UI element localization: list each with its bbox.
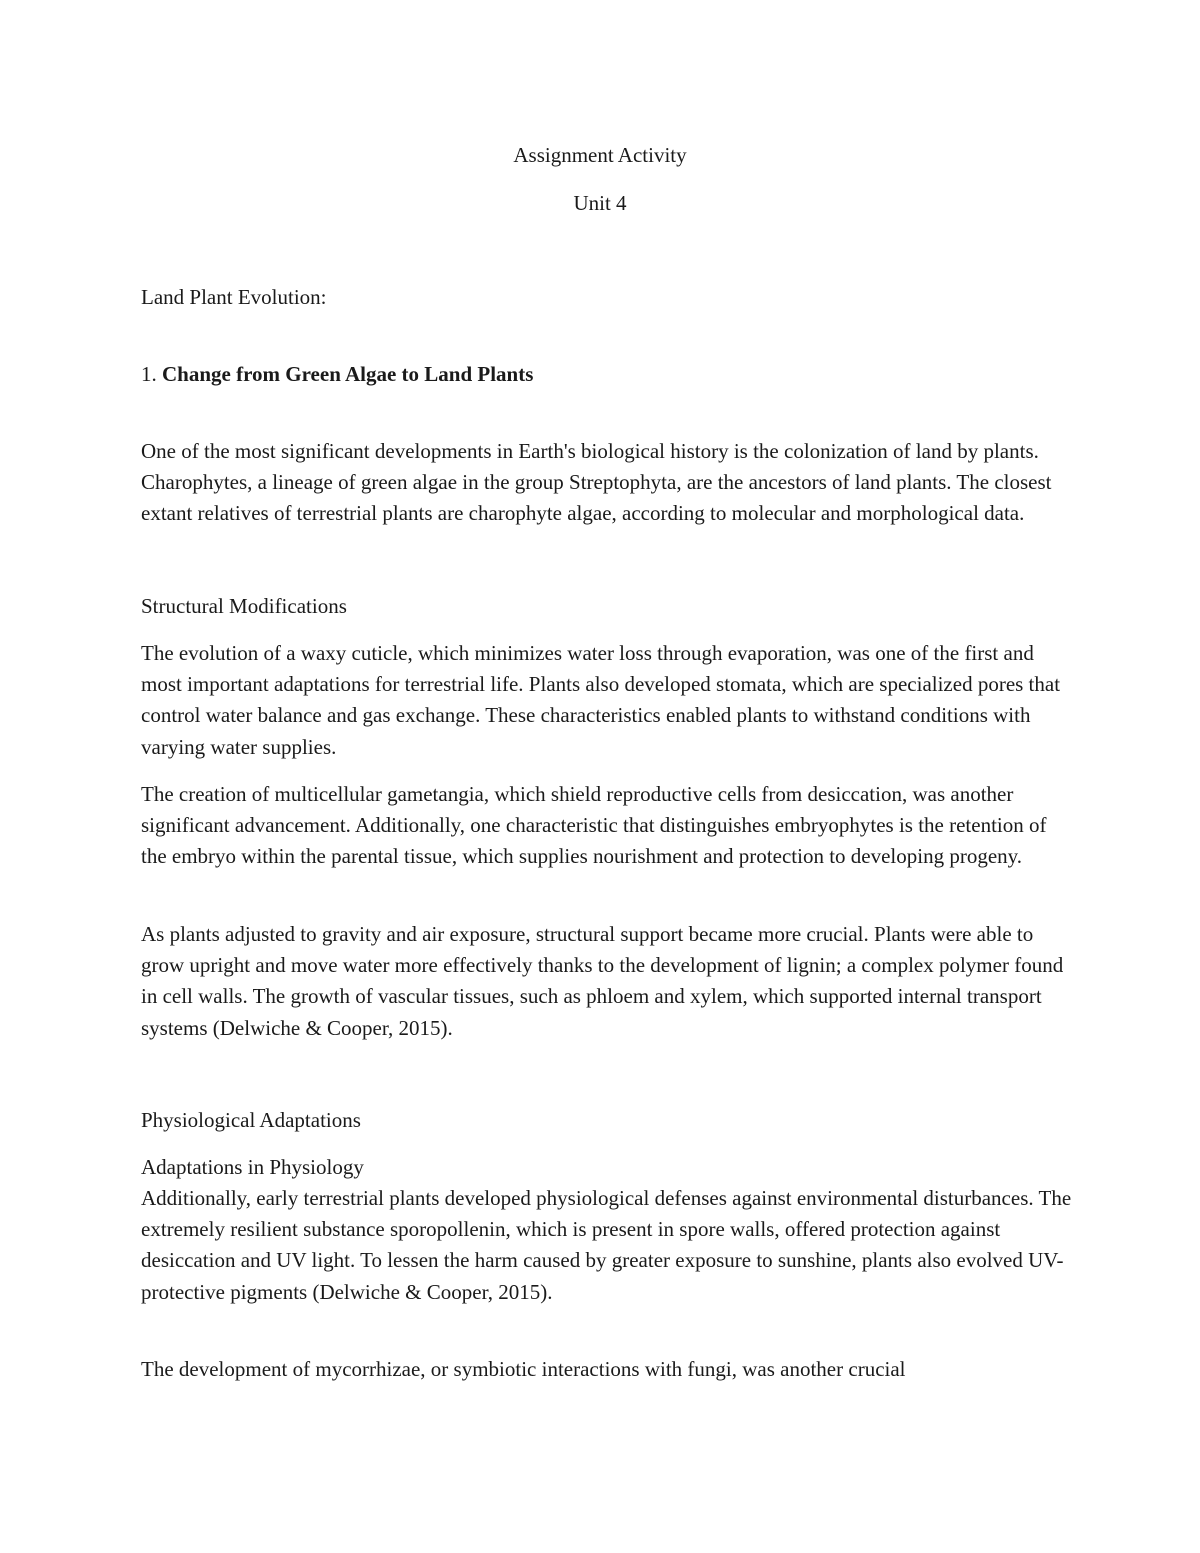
structural-paragraph: The evolution of a waxy cuticle, which minimizes water loss through evaporation, was one of the first and most important adaptations for terrestrial life. Plants also developed stomata, which are specialized pores that control water balance and gas exchange. These characteristics enabled plants to withstand conditions with varying water supplies. [141, 641, 1061, 759]
intro-paragraph: One of the most significant developments in Earth's biological history is the colonization of land by plants. Charophytes, a lineage of green algae in the group Streptophyta, are the ancestors of land plants. The closest extant relatives of terrestrial plants are charophyte algae, according to molecular and morphological data. [141, 439, 1052, 526]
structural-heading: Structural Modifications [141, 594, 347, 618]
topic-heading: Land Plant Evolution: [141, 285, 327, 309]
structural-paragraph: As plants adjusted to gravity and air exposure, structural support became more crucial. Plants were able to grow upright and move water more effectively thanks to the development of lignin; a complex polymer found in cell walls. The growth of vascular tissues, such as phloem and xylem, which supported internal transport systems (Delwiche & Cooper, 2015). [141, 922, 1064, 1040]
physiology-subheading: Adaptations in Physiology [141, 1155, 364, 1179]
section-title: Change from Green Algae to Land Plants [162, 362, 534, 386]
section-heading [141, 359, 1076, 390]
structural-paragraph: The creation of multicellular gametangia, which shield reproductive cells from desiccation, was another significant advancement. Additionally, one characteristic that distinguishes embryophytes is the retention of the embryo within the parental tissue, which supplies nourishment and protection to developing progeny. [141, 782, 1047, 869]
document-title: Assignment Activity [513, 143, 687, 167]
physiology-paragraph: Additionally, early terrestrial plants developed physiological defenses against environmental disturbances. The extremely resilient substance sporopollenin, which is present in spore walls, offered protection against desiccation and UV light. To lessen the harm caused by greater exposure to sunshine, plants also evolved UV-protective pigments (Delwiche & Cooper, 2015). [141, 1186, 1072, 1304]
section-number: 1. [141, 362, 157, 386]
mycorrhizae-paragraph: The development of mycorrhizae, or symbiotic interactions with fungi, was another crucial [141, 1357, 906, 1381]
physiological-heading: Physiological Adaptations [141, 1108, 361, 1132]
document-unit: Unit 4 [573, 191, 627, 215]
